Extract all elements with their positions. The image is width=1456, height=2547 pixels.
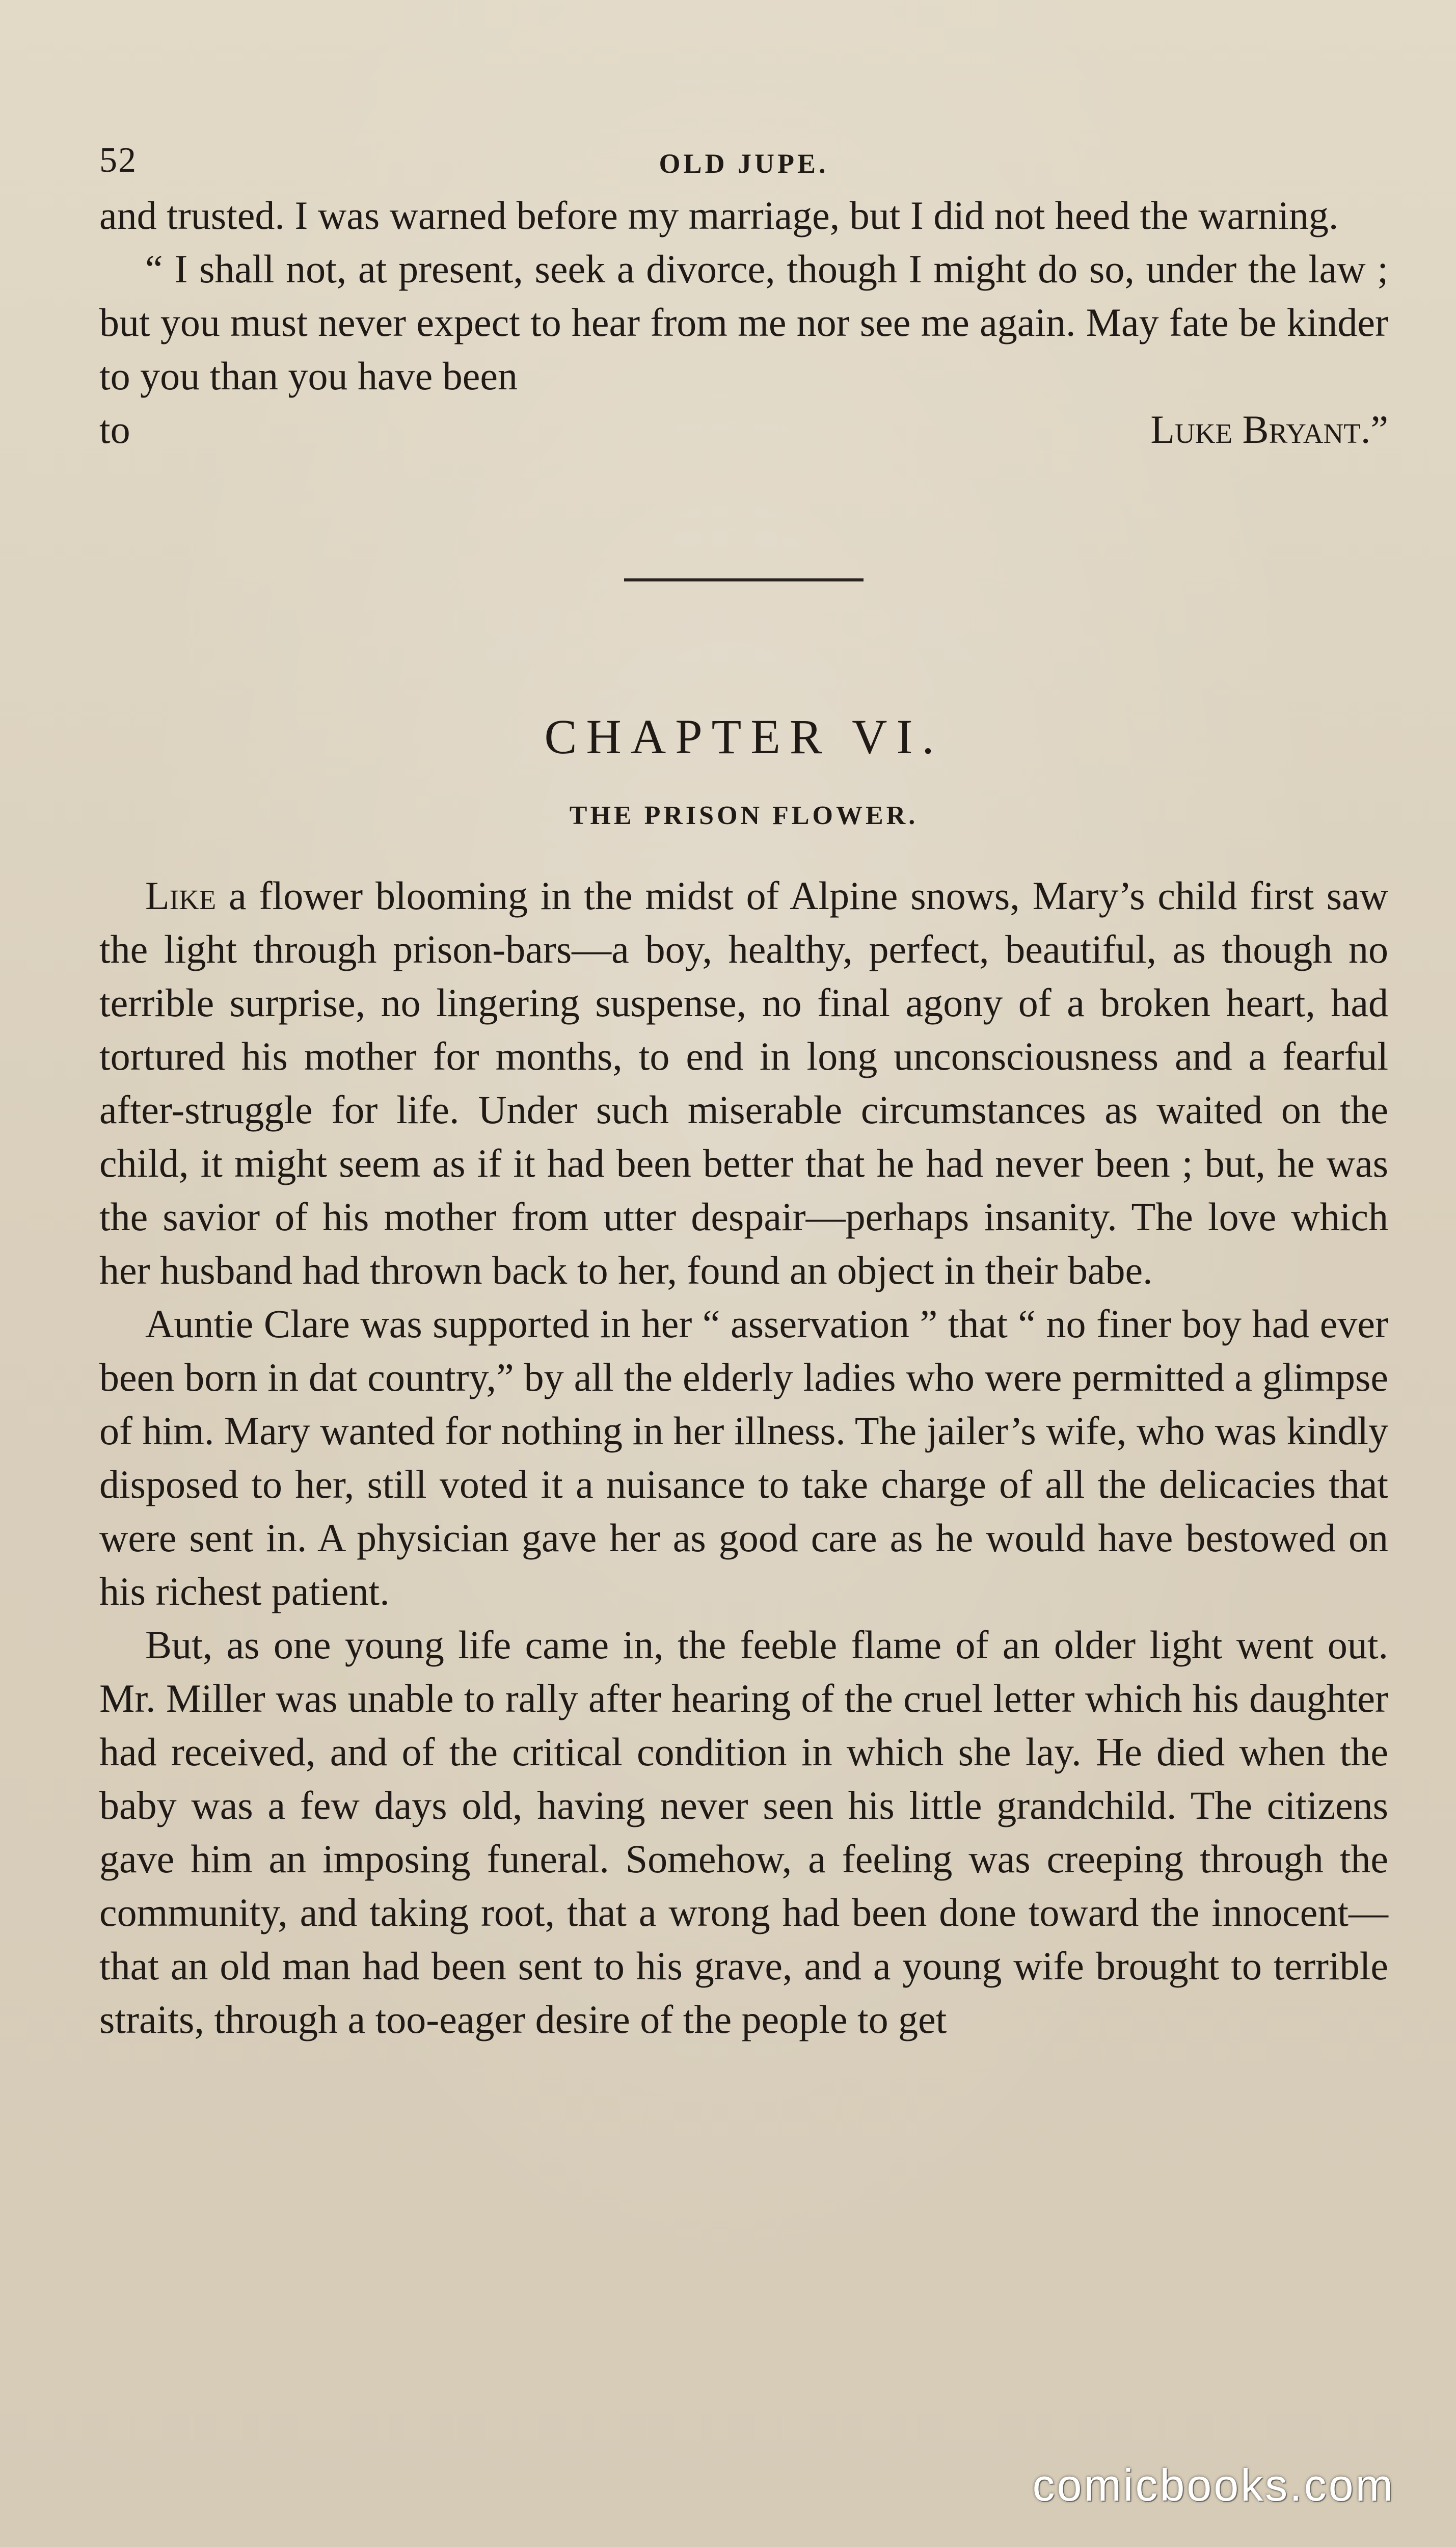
signature-line (99, 403, 1388, 456)
paragraph-text: a flower blooming in the midst of Alpine snows, Mary’s child first saw the light through prison-bars—a boy, healthy, perfect, beautiful, as though no terrible surprise, no lingering suspense, no final agony of a broken heart, had tortured his mother for months, to end in long unconsciousness and a fearful after-struggle for life. Under such miserable circumstances as waited on the child, it might seem as if it had been better that he had never been ; but, he was the savior of his mother from utter despair—perhaps insanity. The love which her husband had thrown back to her, found an object in their babe. (99, 873, 1388, 1292)
chapter-body (99, 869, 1388, 2046)
letter-paragraph: and trusted. I was warned before my marriage, but I did not heed the warning. (99, 193, 1339, 237)
first-word: Like (145, 873, 217, 918)
letter-paragraph: “ I shall not, at present, seek a divorce, though I might do so, under the law ; but you must never expect to hear from me nor see me again. May fate be kinder to you than you have been (99, 247, 1388, 398)
running-head (99, 132, 1388, 189)
body-paragraph (99, 869, 1388, 1297)
page-content (99, 132, 1388, 2046)
closing-word: to (99, 407, 130, 452)
body-paragraph: But, as one young life came in, the feeble flame of an older light went out. Mr. Miller was unable to rally after hearing of the cruel letter which his daughter had received, and of the critical condition in which she lay. He died when the baby was a few days old, having never seen his little grandchild. The citizens gave him an imposing funeral. Somehow, a feeling was creeping through the community, and taking root, that a wrong had been done toward the innocent—that an old man had been sent to his grave, and a young wife brought to terrible straits, through a too-eager desire of the people to get (99, 1623, 1388, 2041)
watermark-logo: comicbooks.com (1032, 2460, 1395, 2510)
running-title: OLD JUPE. (659, 148, 829, 179)
letter-ending (99, 189, 1388, 456)
section-divider (624, 578, 864, 581)
page-number: 52 (99, 141, 137, 180)
signature: Luke Bryant.” (1150, 407, 1388, 452)
chapter-subtitle: THE PRISON FLOWER. (569, 801, 919, 830)
body-paragraph: Auntie Clare was supported in her “ asservation ” that “ no finer boy had ever been born in dat country,” by all the elderly ladies who were permitted a glimpse of him. Mary wanted for nothing in her illness. The jailer’s wife, who was kindly disposed to her, still voted it a nuisance to take charge of all the delicacies that were sent in. A physician gave her as good care as he would have bestowed on his richest patient. (99, 1302, 1388, 1613)
chapter-title: CHAPTER VI. (544, 709, 943, 764)
